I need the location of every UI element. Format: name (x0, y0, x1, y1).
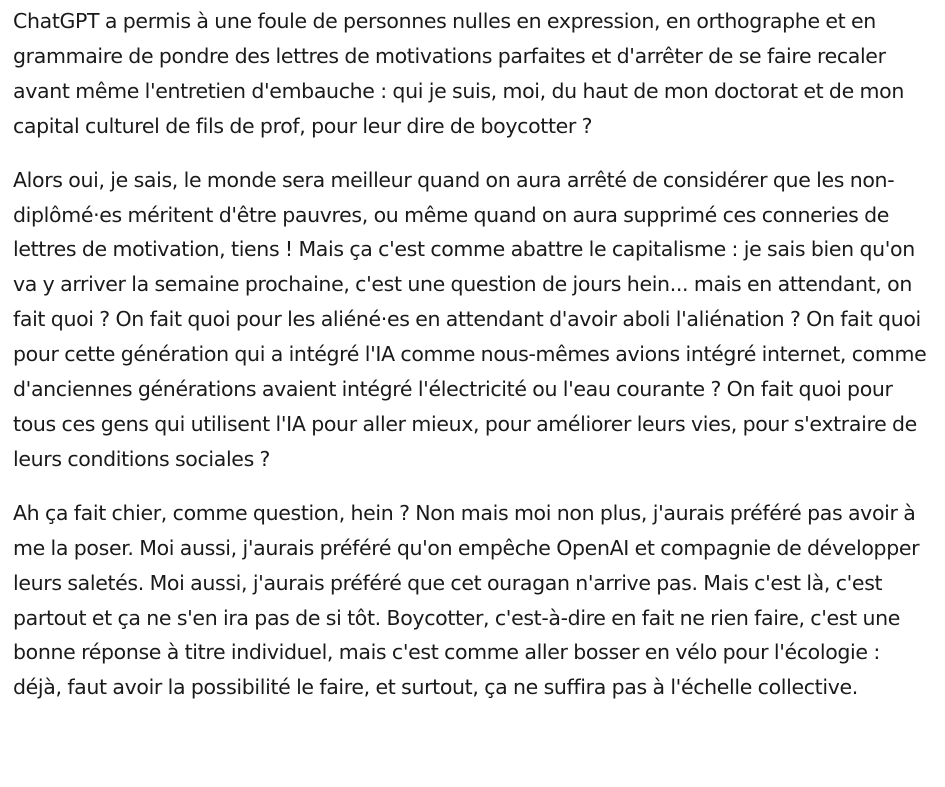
paragraph-2: Alors oui, je sais, le monde sera meilleur quand on aura arrêté de considérer que les non-diplômé·es méritent d'être pauvres, ou même quand on aura supprimé ces conneries de lettres de motivation, tiens ! Mais ça c'est comme abattre le capitalisme : je sais bien qu'on va y arriver la semaine prochaine, c'est une question de jours hein... mais en attendant, on fait quoi ? On fait quoi pour les aliéné·es en attendant d'avoir aboli l'aliénation ? On fait quoi pour cette génération qui a intégré l'IA comme nous-mêmes avions intégré internet, comme d'anciennes générations avaient intégré l'électricité ou l'eau courante ? On fait quoi pour tous ces gens qui utilisent l'IA pour aller mieux, pour améliorer leurs vies, pour s'extraire de leurs conditions sociales ? (13, 167, 927, 471)
paragraph-3: Ah ça fait chier, comme question, hein ? Non mais moi non plus, j'aurais préféré pas avoir à me la poser. Moi aussi, j'aurais préféré qu'on empêche OpenAI et compagnie de développer leurs saletés. Moi aussi, j'aurais préféré que cet ouragan n'arrive pas. Mais c'est là, c'est partout et ça ne s'en ira pas de si tôt. Boycotter, c'est-à-dire en fait ne rien faire, c'est une bonne réponse à titre individuel, mais c'est comme aller bosser en vélo pour l'écologie : déjà, faut avoir la possibilité le faire, et surtout, ça ne suffira pas à l'échelle collective. (13, 500, 920, 700)
paragraph-1: ChatGPT a permis à une foule de personnes nulles en expression, en orthographe et en grammaire de pondre des lettres de motivations parfaites et d'arrêter de se faire recaler avant même l'entretien d'embauche : qui je suis, moi, du haut de mon doctorat et de mon capital culturel de fils de prof, pour leur dire de boycotter ? (13, 9, 904, 138)
